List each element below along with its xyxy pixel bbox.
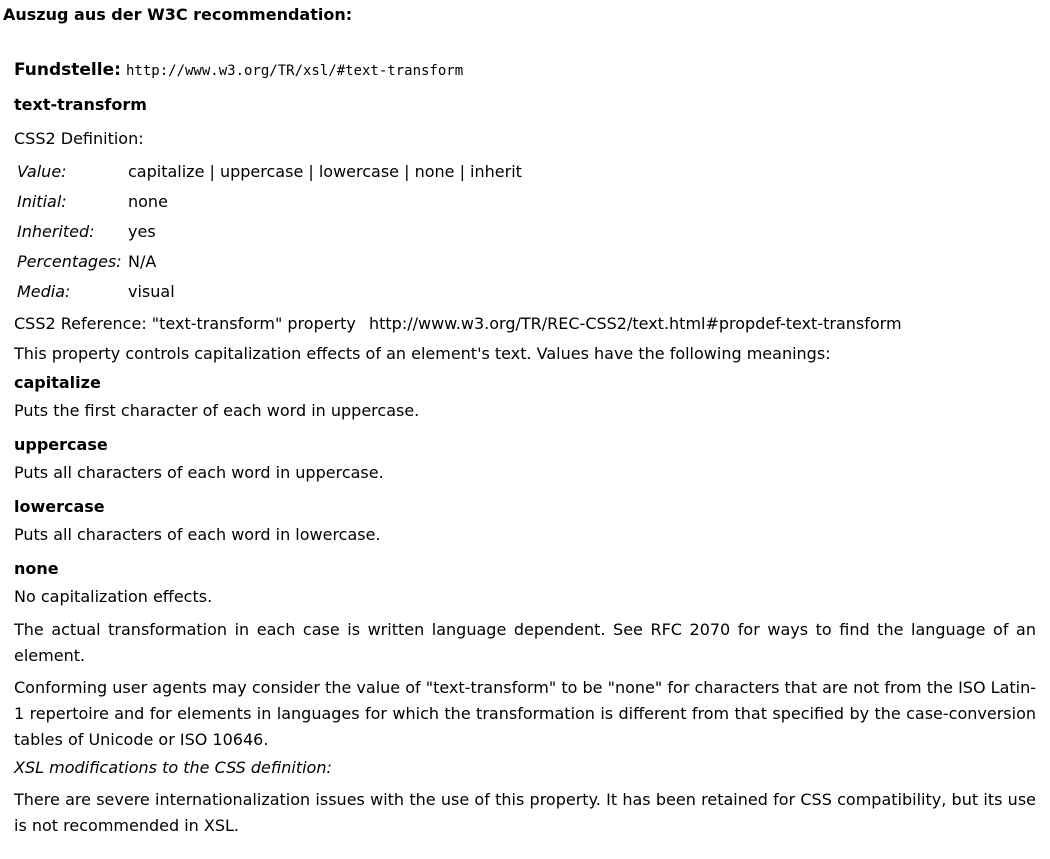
page-heading: Auszug aus der W3C recommendation:	[3, 5, 353, 24]
definition-row	[17, 247, 522, 277]
definition-key: Media:	[17, 282, 71, 301]
definition-value: capitalize | uppercase | lowercase | none | inherit	[128, 162, 522, 181]
definition-row	[17, 217, 522, 247]
xsl-paragraph: There are severe internationalization issues with the use of this property. It has been retained for CSS compatibility, but its use is not recommended in XSL.	[14, 790, 1036, 835]
fundstelle-line	[14, 56, 1036, 85]
css2-definition-title: CSS2 Definition:	[14, 129, 144, 148]
property-name: text-transform	[14, 95, 147, 114]
definition-row	[17, 277, 522, 307]
language-paragraph: The actual transformation in each case is written language dependent. See RFC 2070 for ways to find the language of an element.	[14, 620, 1036, 665]
definition-table	[17, 157, 522, 307]
definition-value: N/A	[128, 252, 157, 271]
value-description: Puts all characters of each word in lowercase.	[14, 525, 381, 544]
css2-reference	[14, 309, 1036, 339]
value-description: Puts the first character of each word in uppercase.	[14, 401, 420, 420]
content-area	[14, 56, 1036, 839]
definition-key: Inherited:	[17, 222, 95, 241]
value-description: No capitalization effects.	[14, 587, 213, 606]
css2-reference-url: http://www.w3.org/TR/REC-CSS2/text.html#propdef-text-transform	[368, 314, 902, 333]
fundstelle-label: Fundstelle:	[14, 60, 121, 80]
definition-key: Initial:	[17, 192, 67, 211]
definition-key: Percentages:	[17, 252, 122, 271]
intro-text: This property controls capitalization effects of an element's text. Values have the following meanings:	[14, 344, 831, 363]
value-name: uppercase	[14, 435, 108, 454]
conforming-paragraph: Conforming user agents may consider the value of "text-transform" to be "none" for characters that are not from the ISO Latin-1 repertoire and for elements in languages for which the transformation is different from that specified by the case-conversion tables of Unicode or ISO 10646.	[14, 678, 1036, 749]
definition-value: none	[128, 192, 168, 211]
xsl-modifications-title: XSL modifications to the CSS definition:	[14, 758, 332, 777]
definition-value: visual	[128, 282, 175, 301]
definition-value: yes	[128, 222, 156, 241]
definition-row	[17, 187, 522, 217]
definition-row	[17, 157, 522, 187]
value-name: none	[14, 559, 59, 578]
value-name: lowercase	[14, 497, 105, 516]
css2-reference-label: CSS2 Reference: "text-transform" property	[14, 314, 356, 333]
definition-key: Value:	[17, 162, 67, 181]
fundstelle-url: http://www.w3.org/TR/xsl/#text-transform	[126, 63, 464, 79]
value-name: capitalize	[14, 373, 101, 392]
value-description: Puts all characters of each word in uppercase.	[14, 463, 384, 482]
